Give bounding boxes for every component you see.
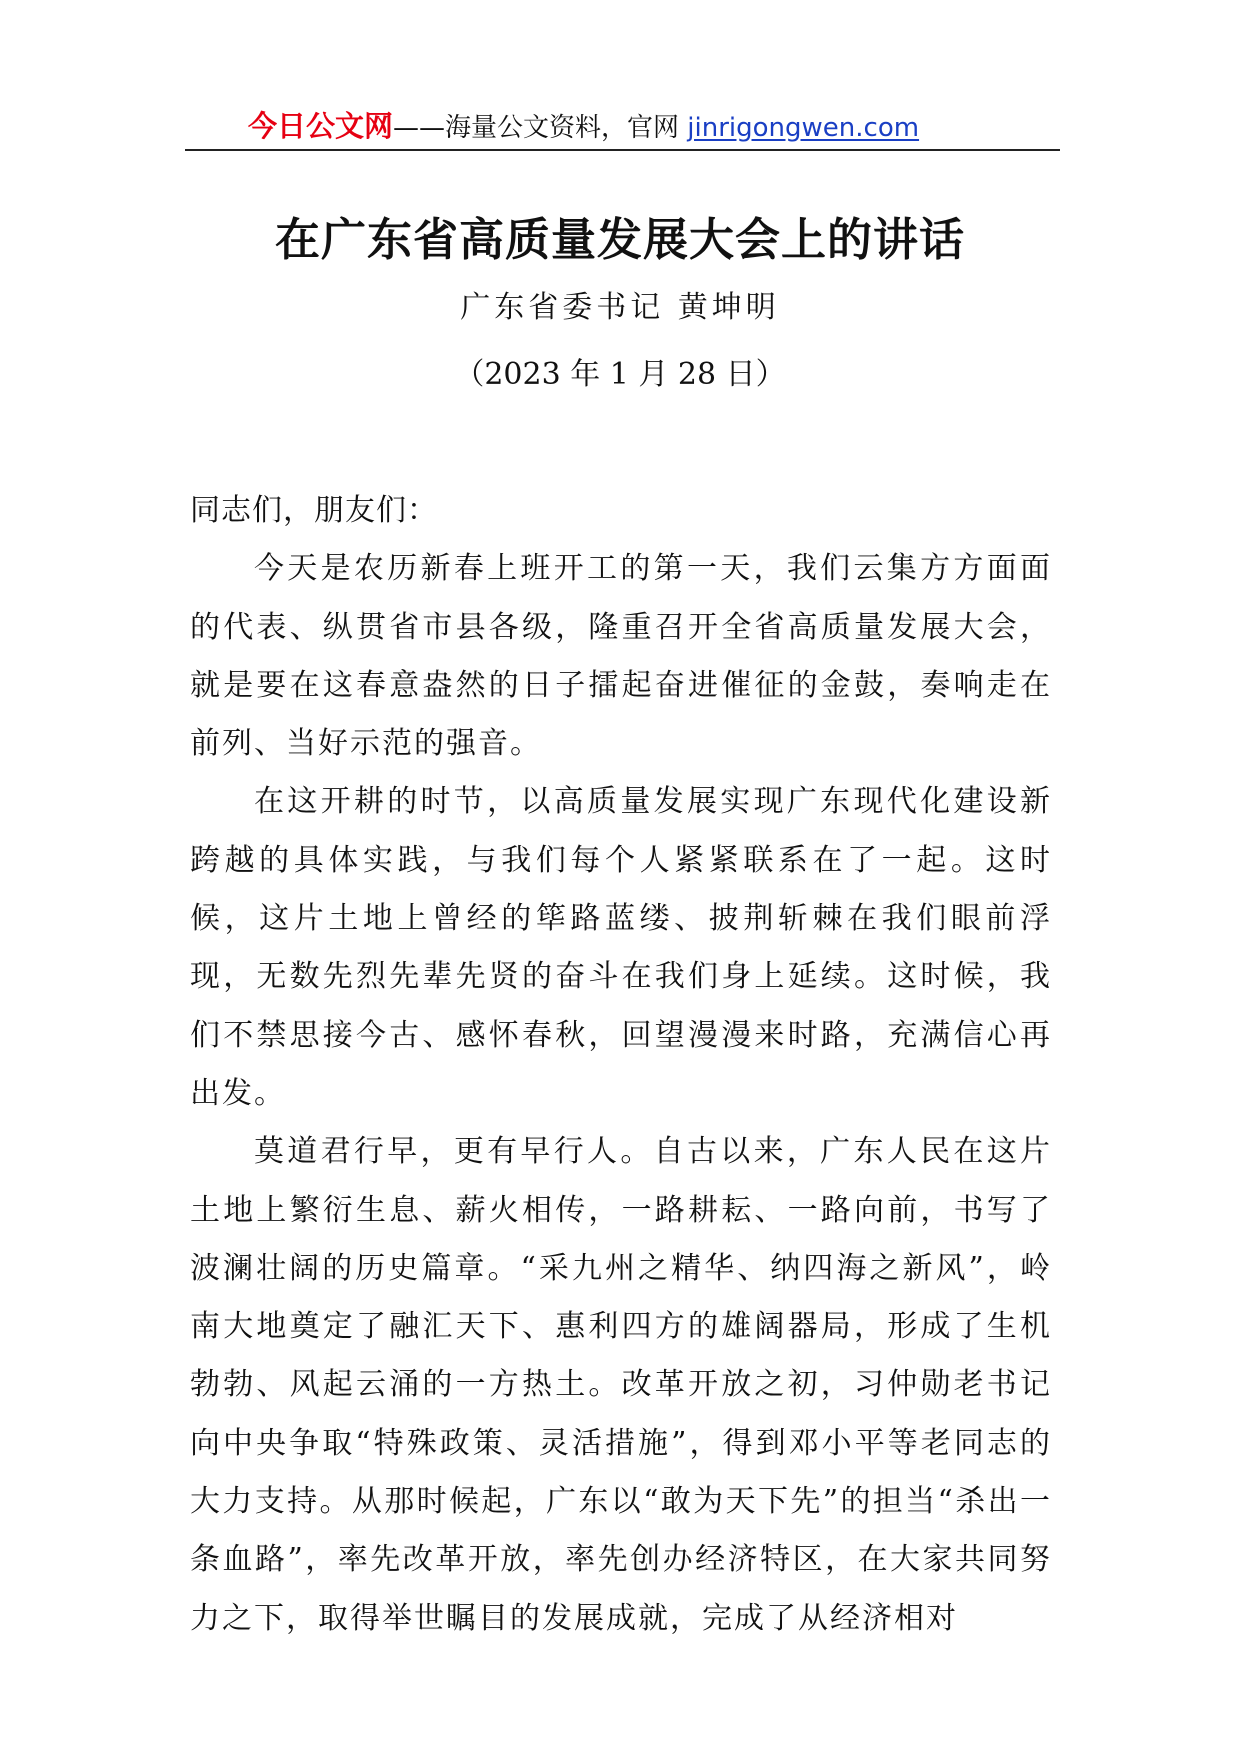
document-author: 广东省委书记 黄坤明 xyxy=(460,290,780,325)
header-tagline: ——海量公文资料，官网 xyxy=(393,113,680,143)
site-brand[interactable]: 今日公文网 xyxy=(248,109,394,143)
site-url-link[interactable]: jinrigongwen.com xyxy=(687,113,920,143)
header-banner xyxy=(248,108,919,146)
salutation: 同志们，朋友们： xyxy=(190,493,438,528)
document-body xyxy=(190,482,1052,1648)
site-header xyxy=(185,108,1060,150)
header-divider xyxy=(185,149,1060,151)
paragraph: 今天是农历新春上班开工的第一天，我们云集方方面面的代表、纵贯省市县各级，隆重召开全省高质量发展大会，就是要在这春意盎然的日子擂起奋进催征的金鼓，奏响走在前列、当好示范的强音。 xyxy=(190,551,1052,762)
document-date: （2023 年 1 月 28 日） xyxy=(454,357,786,392)
paragraph: 莫道君行早，更有早行人。自古以来，广东人民在这片土地上繁衍生息、薪火相传，一路耕耘、一路向前，书写了波澜壮阔的历史篇章。“采九州之精华、纳四海之新风”，岭南大地奠定了融汇天下、惠利四方的雄阔器局，形成了生机勃勃、风起云涌的一方热土。改革开放之初，习仲勋老书记向中央争取“特殊政策、灵活措施”，得到邓小平等老同志的大力支持。从那时候起，广东以“敢为天下先”的担当“杀出一条血路”，率先改革开放，率先创办经济特区，在大家共同努力之下，取得举世瞩目的发展成就，完成了从经济相对 xyxy=(190,1134,1052,1636)
paragraph: 在这开耕的时节，以高质量发展实现广东现代化建设新跨越的具体实践，与我们每个人紧紧联系在了一起。这时候，这片土地上曾经的筚路蓝缕、披荆斩棘在我们眼前浮现，无数先烈先辈先贤的奋斗在我们身上延续。这时候，我们不禁思接今古、感怀春秋，回望漫漫来时路，充满信心再出发。 xyxy=(190,784,1052,1111)
document-title: 在广东省高质量发展大会上的讲话 xyxy=(274,213,965,266)
